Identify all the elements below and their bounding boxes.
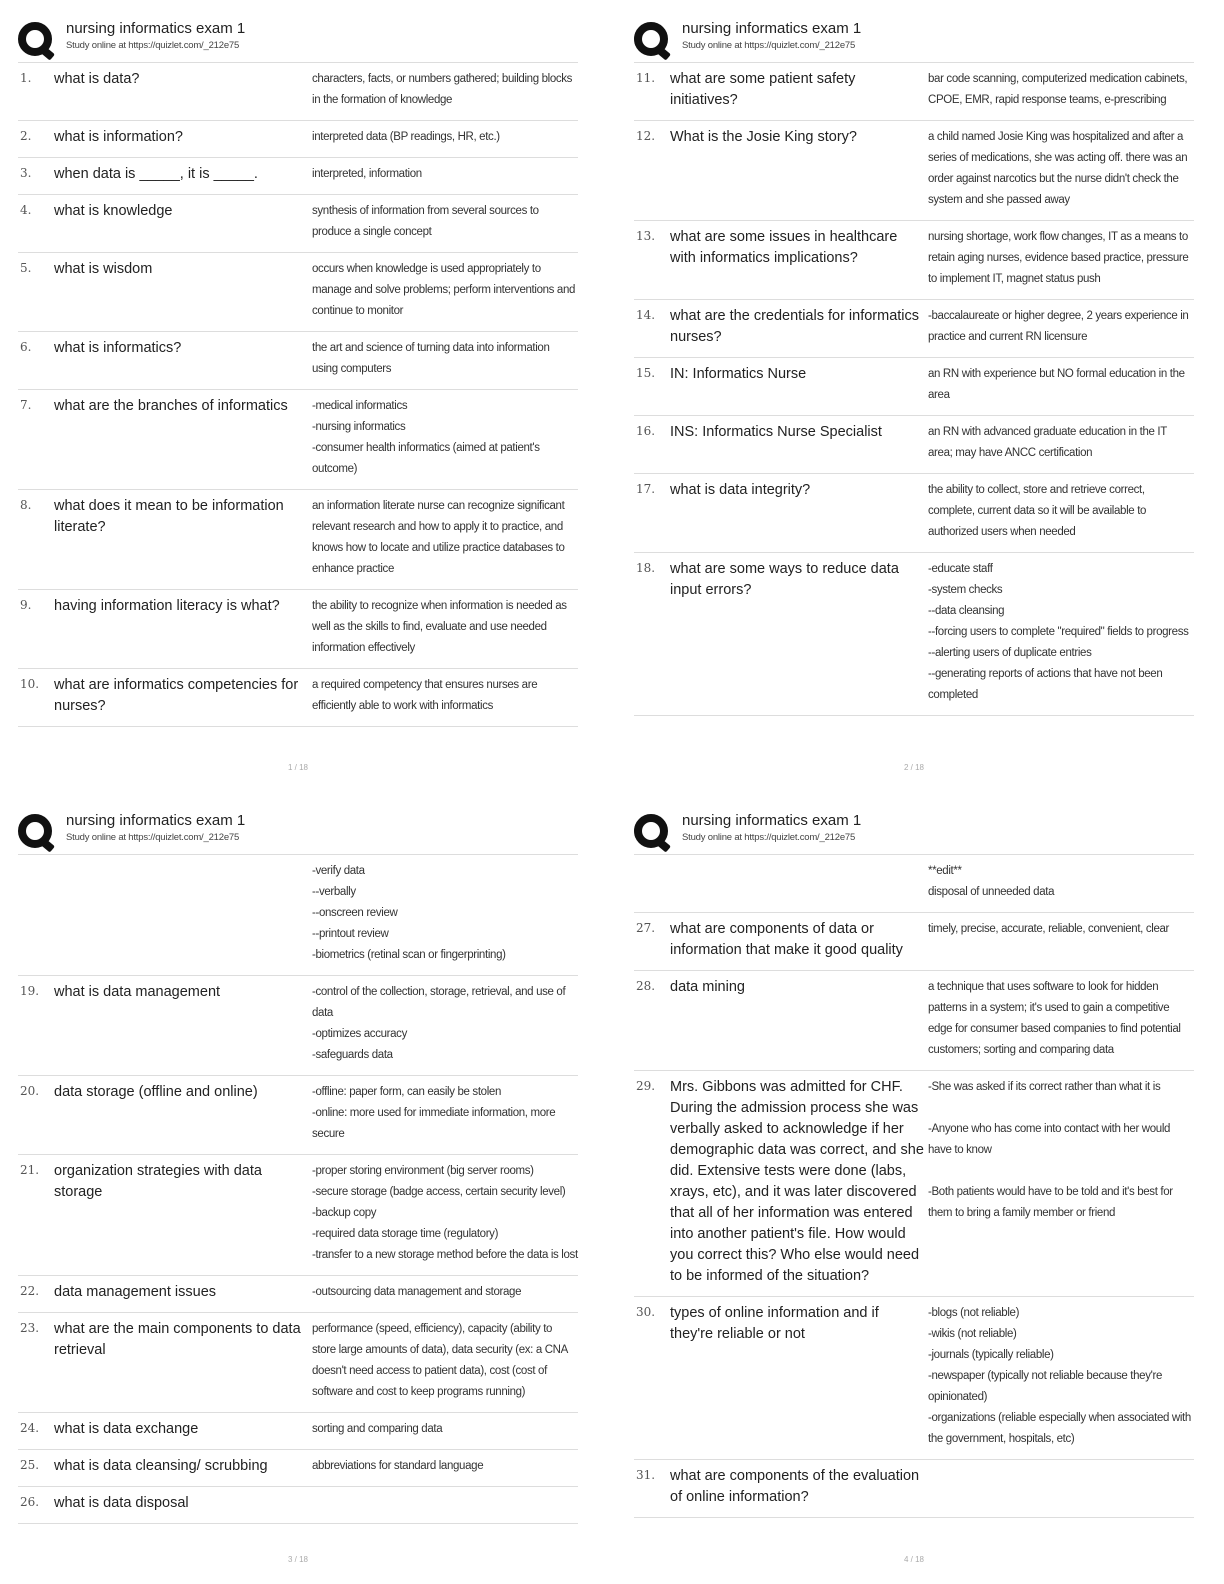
card-term: what are some issues in healthcare with informatics implications? (670, 229, 898, 266)
flashcard-row (634, 474, 1194, 553)
doc-title: nursing informatics exam 1 (66, 812, 246, 829)
card-definition: -baccalaureate or higher degree, 2 years experience in practice and current RN licensure (928, 310, 1189, 343)
doc-title: nursing informatics exam 1 (66, 20, 246, 37)
card-number: 20. (20, 1084, 40, 1098)
card-definition: an information literate nurse can recognize significant relevant research and how to apply it to practice, and knows how to locate and utilize practice databases to enhance practice (312, 500, 565, 575)
card-definition: characters, facts, or numbers gathered; building blocks in the formation of knowledge (312, 73, 573, 106)
card-definition: -control of the collection, storage, retrieval, and use of data -optimizes accuracy -safeguards data (312, 986, 566, 1061)
card-number: 25. (20, 1458, 40, 1472)
card-number: 15. (636, 366, 656, 380)
card-term: what is wisdom (54, 261, 153, 277)
card-term: what is data integrity? (670, 482, 811, 498)
card-definition: bar code scanning, computerized medication cabinets, CPOE, EMR, rapid response teams, e-prescribing (928, 73, 1188, 106)
card-number: 23. (20, 1321, 40, 1335)
card-term: what are the credentials for informatics nurses? (670, 308, 920, 345)
card-number: 9. (20, 598, 32, 612)
quizlet-logo-icon (18, 22, 52, 56)
card-number: 3. (20, 166, 32, 180)
card-number: 26. (20, 1495, 40, 1509)
card-definition: -verify data --verbally --onscreen review --printout review -biometrics (retinal scan or fingerprinting) (312, 865, 506, 961)
card-number: 30. (636, 1305, 656, 1319)
card-number: 7. (20, 398, 32, 412)
page-number: 1 / 18 (287, 763, 308, 772)
card-term: what are some ways to reduce data input errors? (670, 561, 899, 598)
card-definition: a technique that uses software to look for hidden patterns in a system; it's used to gain a competitive edge for consumer based companies to find potential customers; sorting and comparing data (928, 981, 1181, 1056)
doc-title: nursing informatics exam 1 (682, 20, 862, 37)
card-term: having information literacy is what? (54, 598, 280, 614)
card-number: 11. (636, 71, 656, 85)
card-term: what are components of data or information that make it good quality (670, 921, 903, 958)
flashcard-row (634, 1460, 1194, 1518)
flashcard-row (18, 158, 578, 195)
page-header (634, 20, 1194, 62)
card-definition: interpreted data (BP readings, HR, etc.) (312, 131, 500, 143)
card-term: what does it mean to be information literate? (54, 498, 284, 535)
quizlet-logo-icon (18, 814, 52, 848)
card-definition: nursing shortage, work flow changes, IT as a means to retain aging nurses, evidence based practice, pressure to implement IT, magnet status push (928, 231, 1189, 285)
card-term: INS: Informatics Nurse Specialist (670, 424, 882, 440)
flashcard-row (18, 1487, 578, 1524)
card-number: 29. (636, 1079, 656, 1093)
page-number: 2 / 18 (903, 763, 924, 772)
card-term: data storage (offline and online) (54, 1084, 258, 1100)
card-number: 22. (20, 1284, 40, 1298)
page-header (18, 812, 578, 854)
card-definition: -educate staff -system checks --data cleansing --forcing users to complete "required" fields to progress --alerting users of duplicate entries --generating reports of actions that have not been completed (928, 563, 1189, 701)
page-2 (634, 20, 1194, 780)
flashcard-list (634, 62, 1194, 716)
card-definition: a child named Josie King was hospitalized and after a series of medications, she was acting off. there was an order against narcotics but the nurse didn't check the system and she passed away (928, 131, 1188, 206)
flashcard-row (18, 1313, 578, 1413)
card-definition: interpreted, information (312, 168, 422, 180)
card-number: 10. (20, 677, 40, 691)
card-term: organization strategies with data storage (54, 1163, 262, 1200)
quizlet-logo-icon (634, 22, 668, 56)
flashcard-row (18, 1413, 578, 1450)
card-term: what are components of the evaluation of online information? (670, 1468, 920, 1505)
card-definition: an RN with experience but NO formal education in the area (928, 368, 1185, 401)
card-term: when data is _____, it is _____. (54, 166, 258, 182)
doc-title: nursing informatics exam 1 (682, 812, 862, 829)
flashcard-row (634, 1297, 1194, 1460)
card-term: What is the Josie King story? (670, 129, 857, 145)
card-term: Mrs. Gibbons was admitted for CHF. During the admission process she was verbally asked to acknowledge if her demographic data was correct, and she did. Extensive tests were done (labs, xrays, etc), and it was later discovered that all of her information was entered into another patient's file. How would you correct this? Who else would need to be informed of the situation? (670, 1079, 924, 1284)
card-term: IN: Informatics Nurse (670, 366, 807, 382)
flashcard-row (634, 63, 1194, 121)
flashcard-list (634, 854, 1194, 1518)
card-term: what is knowledge (54, 203, 173, 219)
doc-subtitle: Study online at https://quizlet.com/_212e75 (682, 832, 856, 843)
card-term: what is information? (54, 129, 183, 145)
flashcard-list (18, 854, 578, 1524)
card-definition: a required competency that ensures nurses are efficiently able to work with informatics (312, 679, 538, 712)
flashcard-row (18, 1450, 578, 1487)
card-number (634, 861, 670, 903)
card-definition: -outsourcing data management and storage (312, 1286, 522, 1298)
card-number: 27. (636, 921, 656, 935)
card-definition: abbreviations for standard language (312, 1460, 484, 1472)
page-3 (18, 812, 578, 1572)
doc-subtitle: Study online at https://quizlet.com/_212e75 (66, 40, 240, 51)
card-number: 12. (636, 129, 656, 143)
card-number: 19. (20, 984, 40, 998)
card-term: what is data cleansing/ scrubbing (54, 1458, 268, 1474)
page-1 (18, 20, 578, 780)
card-number: 2. (20, 129, 32, 143)
card-definition: performance (speed, efficiency), capacity (ability to store large amounts of data), data security (ex: a CNA doesn't need access to patient data), cost (cost of software and cost to keep programs running) (312, 1323, 568, 1398)
flashcard-row (634, 121, 1194, 221)
flashcard-row (634, 553, 1194, 716)
flashcard-row (634, 221, 1194, 300)
flashcard-row (18, 1076, 578, 1155)
card-definition: -proper storing environment (big server rooms) -secure storage (badge access, certain security level) -backup copy -required data storage time (regulatory) -transfer to a new storage method before the data is lost (312, 1165, 578, 1261)
card-definition: synthesis of information from several sources to produce a single concept (312, 205, 539, 238)
card-number: 1. (20, 71, 32, 85)
card-number (18, 861, 54, 966)
flashcard-list (18, 62, 578, 727)
card-number: 13. (636, 229, 656, 243)
flashcard-row (634, 1071, 1194, 1297)
card-number: 28. (636, 979, 656, 993)
page-header (18, 20, 578, 62)
flashcard-row (18, 855, 578, 976)
card-number: 16. (636, 424, 656, 438)
flashcard-row (18, 590, 578, 669)
card-definition: an RN with advanced graduate education in the IT area; may have ANCC certification (928, 426, 1167, 459)
flashcard-row (634, 855, 1194, 913)
card-number: 6. (20, 340, 32, 354)
card-number: 17. (636, 482, 656, 496)
flashcard-row (18, 332, 578, 390)
flashcard-row (18, 669, 578, 727)
flashcard-row (634, 300, 1194, 358)
card-number: 24. (20, 1421, 40, 1435)
card-definition: -offline: paper form, can easily be stolen -online: more used for immediate information, more secure (312, 1086, 556, 1140)
card-number: 5. (20, 261, 32, 275)
card-term: what are the branches of informatics (54, 398, 288, 414)
card-term: what are the main components to data retrieval (54, 1321, 301, 1358)
flashcard-row (18, 253, 578, 332)
page-number: 3 / 18 (287, 1555, 308, 1564)
card-definition (312, 1493, 578, 1514)
flashcard-row (18, 195, 578, 253)
flashcard-row (18, 1276, 578, 1313)
card-definition: the ability to recognize when information is needed as well as the skills to find, evaluate and use needed information effectively (312, 600, 567, 654)
flashcard-row (18, 121, 578, 158)
card-term: what is data? (54, 71, 140, 87)
card-term: types of online information and if they're reliable or not (670, 1305, 879, 1342)
card-definition: the art and science of turning data into information using computers (312, 342, 550, 375)
flashcard-row (634, 913, 1194, 971)
flashcard-row (18, 63, 578, 121)
doc-subtitle: Study online at https://quizlet.com/_212e75 (682, 40, 856, 51)
flashcard-row (18, 1155, 578, 1276)
card-definition: **edit** disposal of unneeded data (928, 865, 1055, 898)
flashcard-row (18, 976, 578, 1076)
card-definition: occurs when knowledge is used appropriately to manage and solve problems; perform interventions and continue to monitor (312, 263, 576, 317)
card-term (670, 861, 928, 903)
flashcard-row (18, 390, 578, 490)
card-term: data management issues (54, 1284, 217, 1300)
card-number: 18. (636, 561, 656, 575)
quizlet-logo-icon (634, 814, 668, 848)
card-term: what is data exchange (54, 1421, 199, 1437)
card-definition: -medical informatics -nursing informatics -consumer health informatics (aimed at patient's outcome) (312, 400, 540, 475)
card-term: data mining (670, 979, 745, 995)
flashcard-row (634, 416, 1194, 474)
card-definition: the ability to collect, store and retrieve correct, complete, current data so it will be available to authorized users when needed (928, 484, 1147, 538)
doc-subtitle: Study online at https://quizlet.com/_212e75 (66, 832, 240, 843)
page-number: 4 / 18 (903, 1555, 924, 1564)
card-term: what is data management (54, 984, 221, 1000)
flashcard-row (18, 490, 578, 590)
page-4 (634, 812, 1194, 1572)
card-number: 31. (636, 1468, 656, 1482)
card-number: 14. (636, 308, 656, 322)
card-number: 4. (20, 203, 32, 217)
card-term: what are some patient safety initiatives? (670, 71, 856, 108)
card-definition: sorting and comparing data (312, 1423, 443, 1435)
card-definition: timely, precise, accurate, reliable, convenient, clear (928, 923, 1170, 935)
card-term: what is informatics? (54, 340, 182, 356)
page-header (634, 812, 1194, 854)
card-term: what is data disposal (54, 1495, 189, 1511)
flashcard-row (634, 358, 1194, 416)
card-term (54, 861, 312, 966)
card-number: 8. (20, 498, 32, 512)
flashcard-row (634, 971, 1194, 1071)
card-definition: -She was asked if its correct rather than what it is -Anyone who has come into contact with her would have to know -Both patients would have to be told and it's best for them to bring a family member or friend (928, 1081, 1173, 1219)
card-number: 21. (20, 1163, 40, 1177)
card-definition: -blogs (not reliable) -wikis (not reliable) -journals (typically reliable) -newspaper (typically not reliable because they're opinionated) -organizations (reliable especially when associated with the government, hospitals, etc) (928, 1307, 1191, 1445)
card-definition (928, 1466, 1194, 1508)
card-term: what are informatics competencies for nurses? (54, 677, 299, 714)
